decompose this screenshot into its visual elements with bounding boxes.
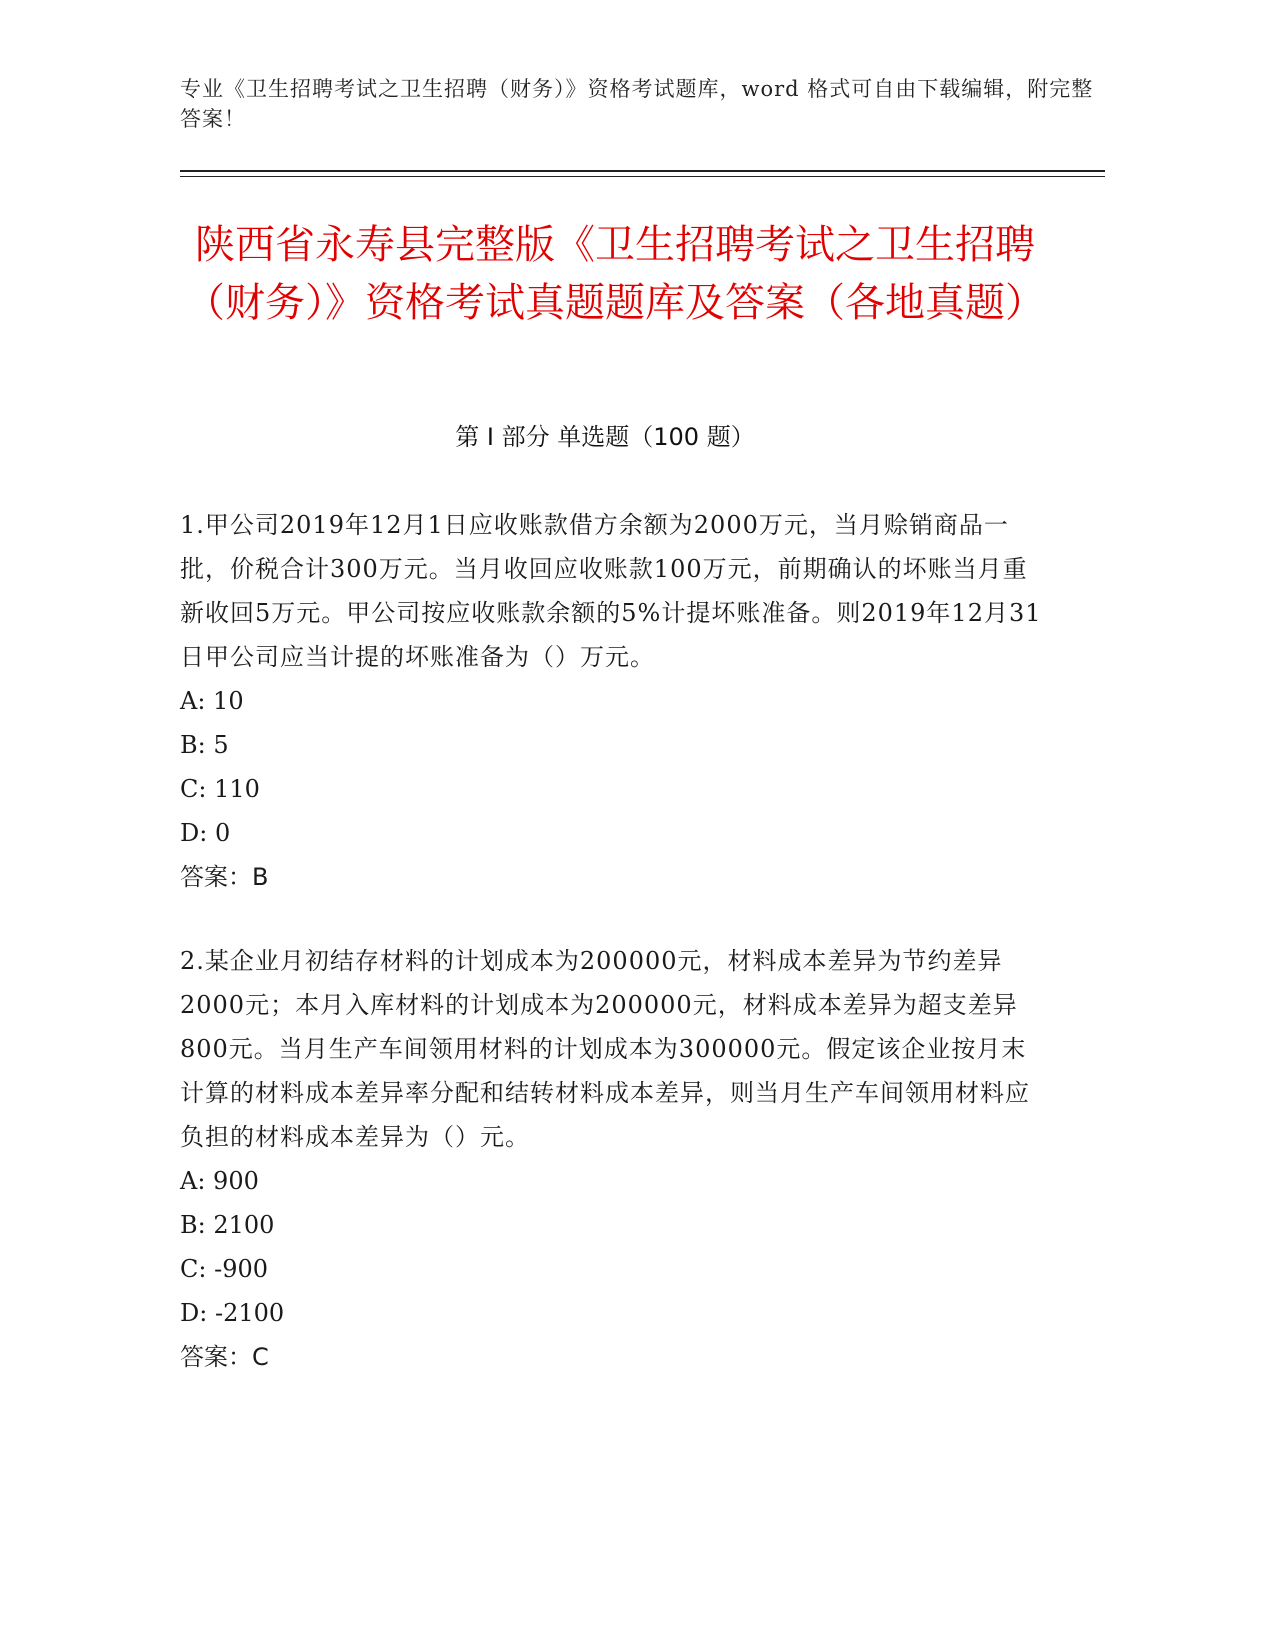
question-stem: 1.甲公司2019年12月1日应收账款借方余额为2000万元，当月赊销商品一批，价税合计300万元。当月收回应收账款100万元，前期确认的坏账当月重新收回5万元。甲公司按应收账款余额的5%计提坏账准备。则2019年12月31日甲公司应当计提的坏账准备为（）万元。: [180, 511, 1042, 671]
option-b: B: 2100: [180, 1211, 275, 1239]
option-a: A: 10: [180, 687, 244, 715]
section-heading: 第 I 部分 单选题（100 题）: [455, 423, 755, 451]
option-d: D: -2100: [180, 1299, 285, 1327]
header-divider-thick: [180, 170, 1105, 172]
option-c: C: 110: [180, 775, 260, 803]
question-2: [180, 939, 1050, 1379]
option-d: D: 0: [180, 819, 231, 847]
question-1: [180, 503, 1050, 899]
header-divider-thin: [180, 176, 1105, 177]
answer-label: 答案：B: [180, 863, 269, 891]
option-c: C: -900: [180, 1255, 268, 1283]
option-a: A: 900: [180, 1167, 259, 1195]
document-title: 陕西省永寿县完整版《卫生招聘考试之卫生招聘（财务）》资格考试真题题库及答案（各地真题）: [185, 222, 1045, 326]
header-note: 专业《卫生招聘考试之卫生招聘（财务）》资格考试题库，word 格式可自由下载编辑，附完整答案！: [180, 77, 1094, 131]
question-stem: 2.某企业月初结存材料的计划成本为200000元，材料成本差异为节约差异2000元；本月入库材料的计划成本为200000元，材料成本差异为超支差异800元。当月生产车间领用材料的计划成本为300000元。假定该企业按月末计算的材料成本差异率分配和结转材料成本差异，则当月生产车间领用材料应负担的材料成本差异为（）元。: [180, 947, 1030, 1151]
option-b: B: 5: [180, 731, 229, 759]
answer-label: 答案：C: [180, 1343, 269, 1371]
